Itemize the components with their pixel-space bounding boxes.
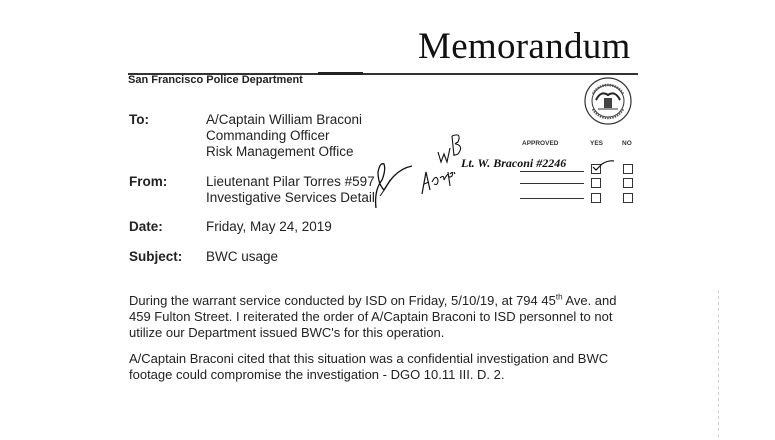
from-sender: [206, 174, 375, 206]
city-seal-icon: [583, 76, 633, 126]
paragraph-1-line-2: 459 Fulton Street. I reiterated the order of A/Captain Braconi to ISD personnel to not: [129, 309, 613, 324]
row3-yes-checkbox[interactable]: [591, 193, 601, 203]
row2-no-checkbox[interactable]: [623, 178, 633, 188]
approver-line-2: [520, 183, 584, 184]
scan-edge-artifact: [718, 290, 719, 440]
checkmark-icon: [590, 156, 616, 172]
body-paragraph-2: [129, 351, 689, 383]
subject-label: Subject:: [129, 249, 183, 264]
from-line-name: Lieutenant Pilar Torres #597: [206, 174, 375, 189]
no-header: NO: [622, 140, 632, 147]
approved-header: APPROVED: [522, 140, 559, 147]
to-line-office: Risk Management Office: [206, 144, 354, 159]
approver-line-3: [520, 198, 584, 199]
approver-name: Lt. W. Braconi #2246: [461, 156, 567, 170]
paragraph-2-line-2: footage could compromise the investigation - DGO 10.11 III. D. 2.: [129, 367, 505, 382]
from-label: From:: [129, 174, 168, 189]
memo-title: Memorandum: [418, 26, 631, 67]
from-line-unit: Investigative Services Detail: [206, 190, 375, 205]
date-value: Friday, May 24, 2019: [206, 219, 332, 234]
row3-no-checkbox[interactable]: [623, 193, 633, 203]
paragraph-2-line-1: A/Captain Braconi cited that this situation was a confidential investigation and BWC: [129, 351, 609, 366]
to-line-title: Commanding Officer: [206, 128, 330, 143]
to-line-name: A/Captain William Braconi: [206, 112, 363, 127]
yes-header: YES: [590, 140, 604, 147]
paragraph-1-line-3: utilize our Department issued BWC's for this operation.: [129, 325, 445, 340]
body-paragraph-1: [129, 293, 689, 341]
to-label: To:: [129, 112, 149, 127]
to-recipient: [206, 112, 362, 160]
row2-yes-checkbox[interactable]: [591, 178, 601, 188]
department-name: San Francisco Police Department: [128, 74, 303, 86]
date-label: Date:: [129, 219, 163, 234]
row1-no-checkbox[interactable]: [623, 164, 633, 174]
author-signature-icon: [372, 150, 414, 212]
header-rule-accent: [318, 72, 363, 75]
approver-line-1: [520, 171, 584, 172]
subject-value: BWC usage: [206, 249, 279, 264]
paragraph-1-line-1: During the warrant service conducted by ISD on Friday, 5/10/19, at 794 45th Ave. and: [129, 292, 617, 308]
